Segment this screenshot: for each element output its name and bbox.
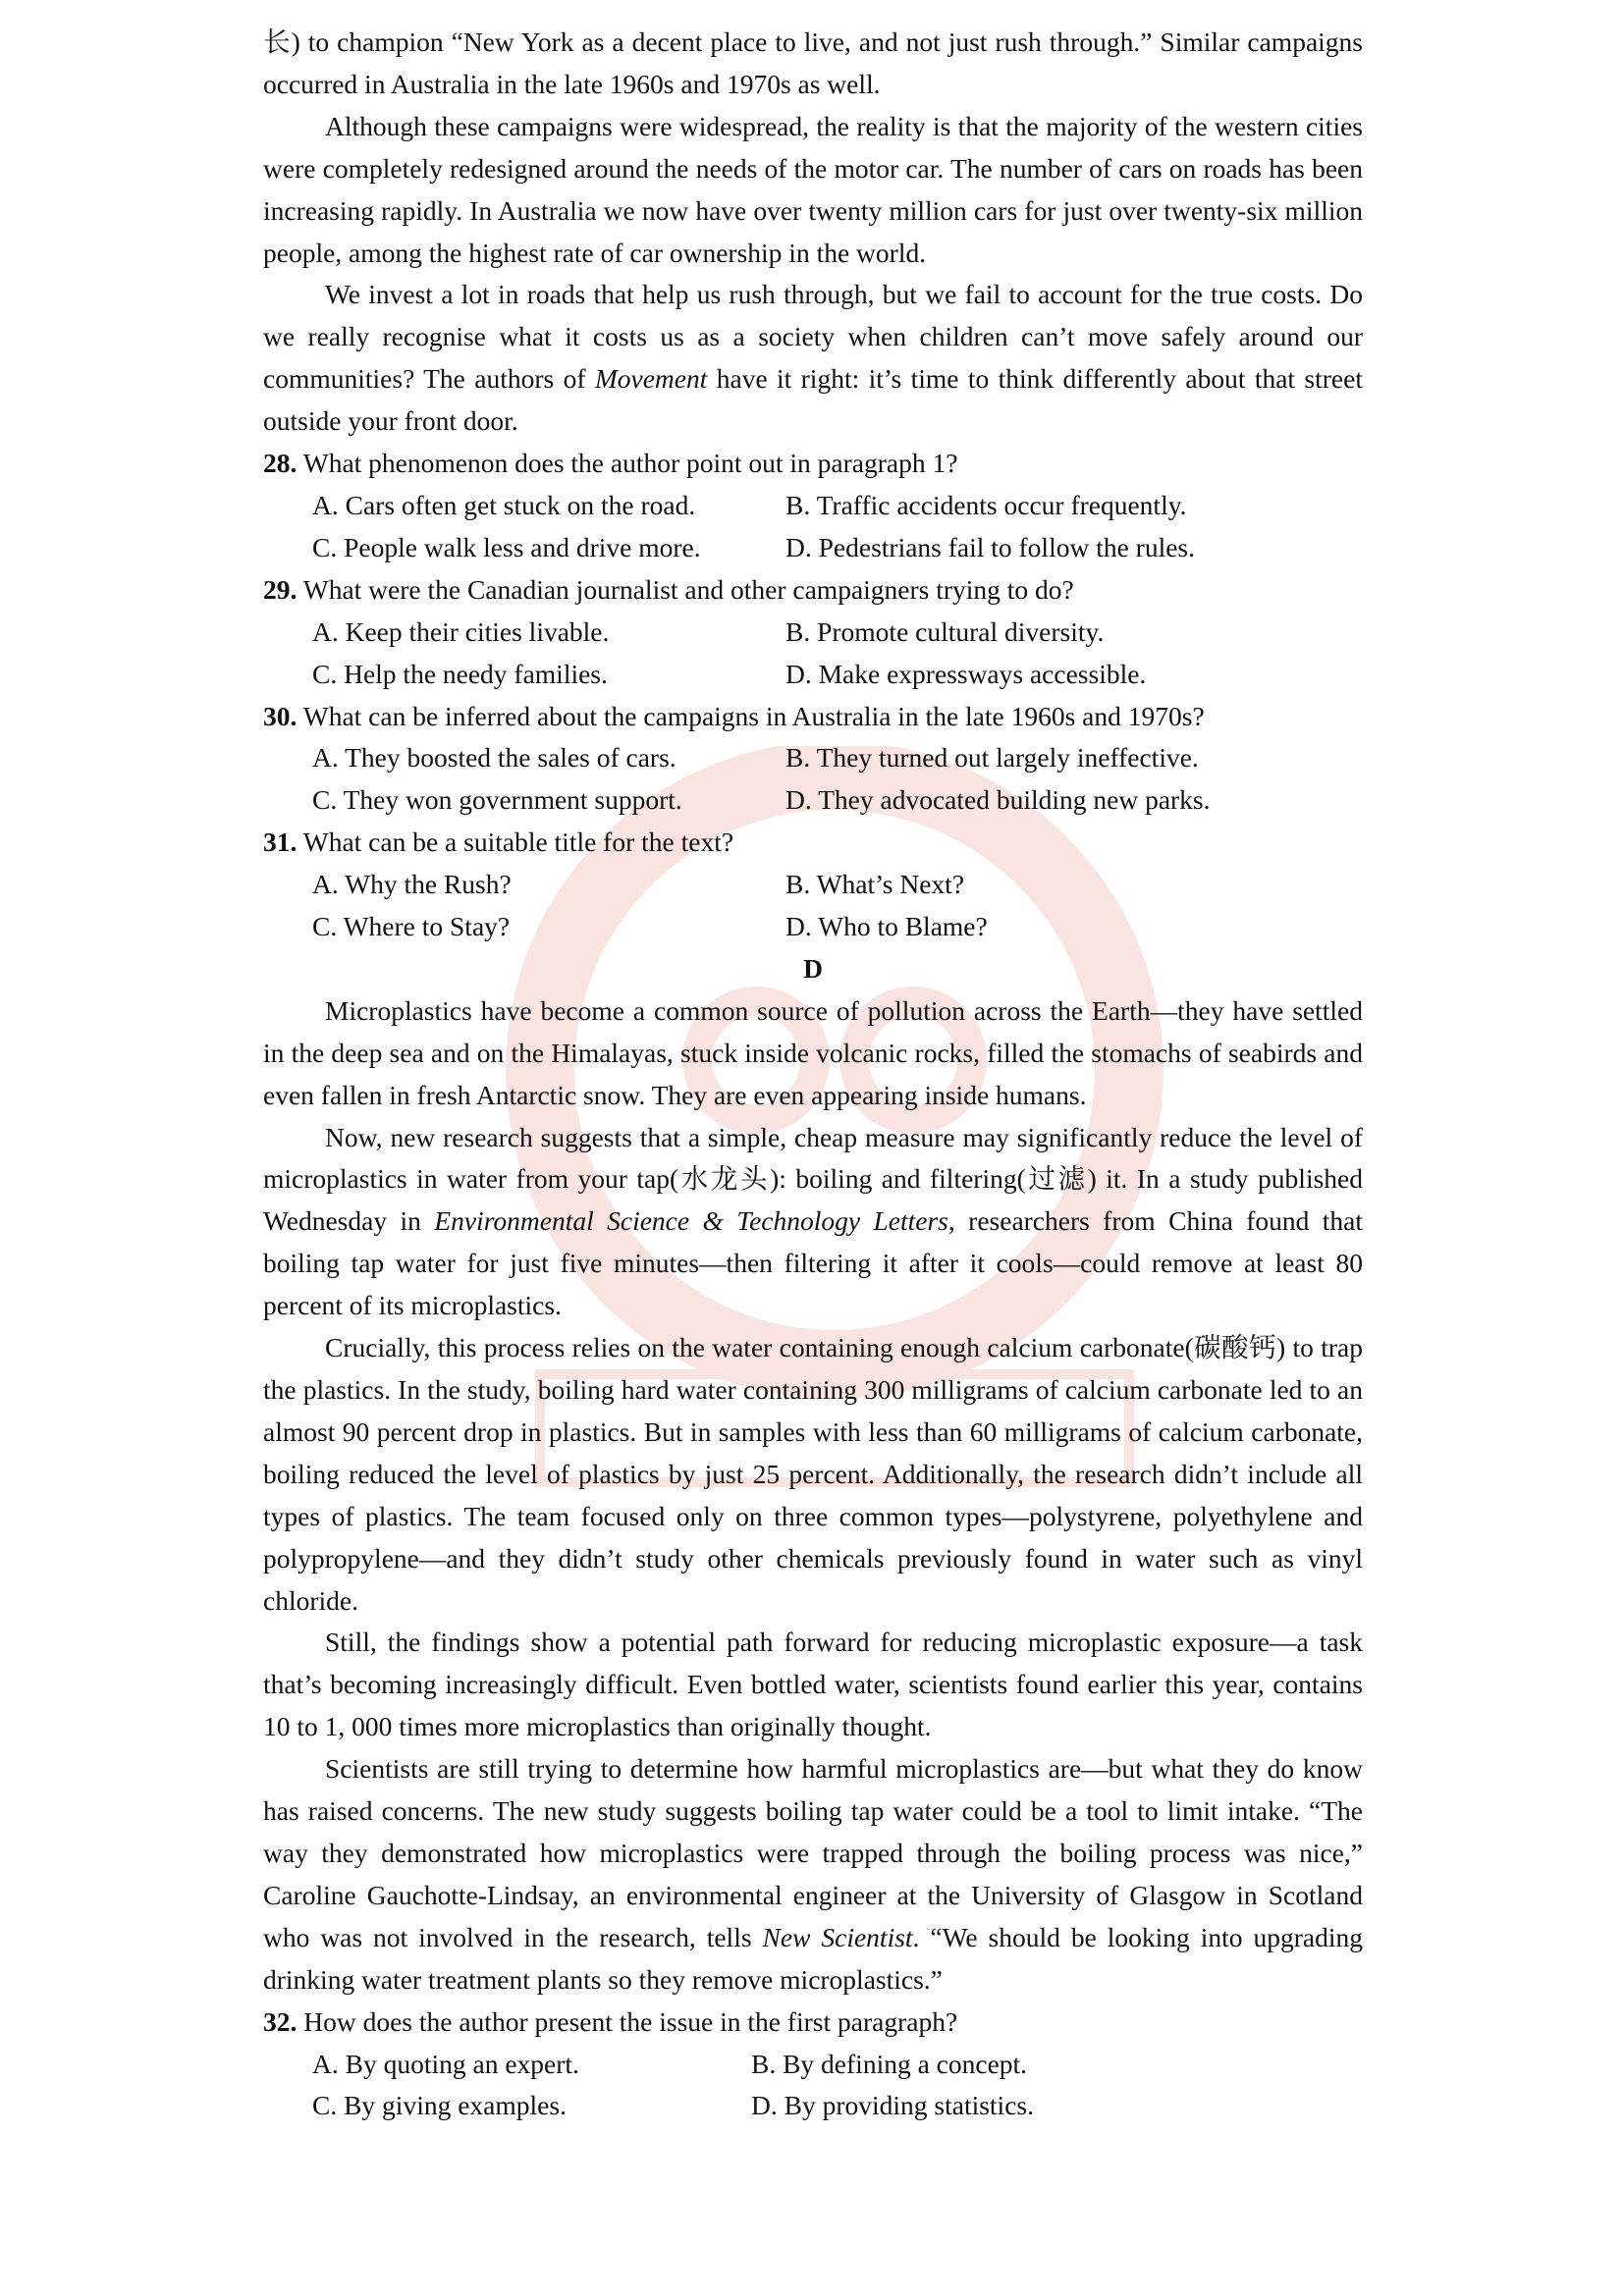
option-c[interactable]: C. People walk less and drive more. [312, 531, 701, 562]
passage-c-paragraph-2: Although these campaigns were widespread, the reality is that the majority of the western cities were completely redesigned around the needs of the motor car. The number of cars on roads has been increasing rapidly. In Australia we now have over twenty million cars for just over twenty-six million people, among the highest rate of car ownership in the world. [263, 110, 1363, 268]
option-a[interactable]: A. Keep their cities livable. [312, 615, 610, 647]
option-c[interactable]: C. Where to Stay? [312, 911, 511, 942]
option-b[interactable]: B. They turned out largely ineffective. [785, 742, 1199, 774]
question-28: 28. What phenomenon does the author point out in paragraph 1? A. Cars often get stuck on the road. B. Traffic accidents occur frequently. C. People walk less and drive more. D. Pedestrians fail to follow the rules. [263, 443, 1363, 569]
journal-title: Environmental Science & Technology Letters [434, 1205, 948, 1237]
book-title-movement: Movement [594, 363, 708, 395]
option-c[interactable]: C. By giving examples. [312, 2090, 567, 2121]
question-32: 32. How does the author present the issue in the first paragraph? A. By quoting an expert. B. By defining a concept. C. By giving examples. D. By providing statistics. [263, 2002, 1363, 2128]
passage-c-continuation: 长) to champion “New York as a decent place to live, and not just rush through.” Similar campaigns occurred in Australia in the late 1960s and 1970s as well. [263, 27, 1363, 99]
passage-c-paragraph-3: We invest a lot in roads that help us rush through, but we fail to account for the true costs. Do we really recognise what it costs us as a society when children can’t move safely around our communities? The authors of Movement have it right: it’s time to think differently about that street outside your front door. [263, 279, 1363, 437]
section-heading-d: D [803, 952, 823, 984]
option-d[interactable]: D. Make expressways accessible. [785, 658, 1147, 689]
option-d[interactable]: D. By providing statistics. [751, 2090, 1034, 2121]
option-b[interactable]: B. What’s Next? [785, 869, 965, 900]
option-d[interactable]: D. Pedestrians fail to follow the rules. [785, 531, 1195, 562]
passage-d-paragraph-2: Now, new research suggests that a simple, cheap measure may significantly reduce the level of microplastics in water from your tap(水龙头): boiling and filtering(过滤) it. In a study published Wednesday in Environmental Science & Technology Letters, researchers from China found that boiling tap water for just five minutes—then filtering it after it cools—could remove at least 80 percent of its microplastics. [263, 1121, 1364, 1321]
option-b[interactable]: B. Promote cultural diversity. [785, 615, 1105, 647]
question-30: 30. What can be inferred about the campaigns in Australia in the late 1960s and 1970s? A. They boosted the sales of cars. B. They turned out largely ineffective. C. They won government support. D. They advocated building new parks. [263, 696, 1363, 823]
passage-d-paragraph-1: Microplastics have become a common source of pollution across the Earth—they have settled in the deep sea and on the Himalayas, stuck inside volcanic rocks, filled the stomachs of seabirds and even fallen in fresh Antarctic snow. They are even appearing inside humans. [263, 994, 1363, 1110]
passage-d-paragraph-3: Crucially, this process relies on the water containing enough calcium carbonate(碳酸钙) to trap the plastics. In the study, boiling hard water containing 300 milligrams of calcium carbonate led to an almost 90 percent drop in plastics. But in samples with less than 60 milligrams of calcium carbonate, boiling reduced the level of plastics by just 25 percent. Additionally, the research didn’t include all types of plastics. The team focused only on three common types—polystyrene, polyethylene and polypropylene—and they didn’t study other chemicals previously found in water such as vinyl chloride. [263, 1332, 1363, 1616]
question-31: 31. What can be a suitable title for the text? A. Why the Rush? B. What’s Next? C. Where to Stay? D. Who to Blame? [263, 822, 1363, 948]
question-29: 29. What were the Canadian journalist and other campaigners trying to do? A. Keep their cities livable. B. Promote cultural diversity. C. Help the needy families. D. Make expressways accessible. [263, 569, 1363, 696]
passage-d-paragraph-5: Scientists are still trying to determine how harmful microplastics are—but what they do know has raised concerns. The new study suggests boiling tap water could be a tool to limit intake. “The way they demonstrated how microplastics were trapped through the boiling process was nice,” Caroline Gauchotte-Lindsay, an environmental engineer at the University of Glasgow in Scotland who was not involved in the research, tells New Scientist. “We should be looking into upgrading drinking water treatment plants so they remove microplastics.” [263, 1753, 1363, 1995]
option-b[interactable]: B. By defining a concept. [751, 2048, 1028, 2079]
option-a[interactable]: A. Cars often get stuck on the road. [312, 489, 696, 520]
exam-page [263, 22, 1363, 2127]
option-a[interactable]: A. They boosted the sales of cars. [312, 742, 676, 774]
option-d[interactable]: D. Who to Blame? [785, 911, 988, 942]
magazine-title: New Scientist [762, 1921, 913, 1952]
option-d[interactable]: D. They advocated building new parks. [785, 784, 1211, 816]
option-a[interactable]: A. Why the Rush? [312, 869, 512, 900]
passage-d-paragraph-4: Still, the findings show a potential path forward for reducing microplastic exposure—a task that’s becoming increasingly difficult. Even bottled water, scientists found earlier this year, contains 10 to 1, 000 times more microplastics than originally thought. [263, 1627, 1363, 1742]
option-c[interactable]: C. They won government support. [312, 784, 682, 816]
option-b[interactable]: B. Traffic accidents occur frequently. [785, 489, 1187, 520]
option-a[interactable]: A. By quoting an expert. [312, 2048, 579, 2079]
option-c[interactable]: C. Help the needy families. [312, 658, 608, 689]
